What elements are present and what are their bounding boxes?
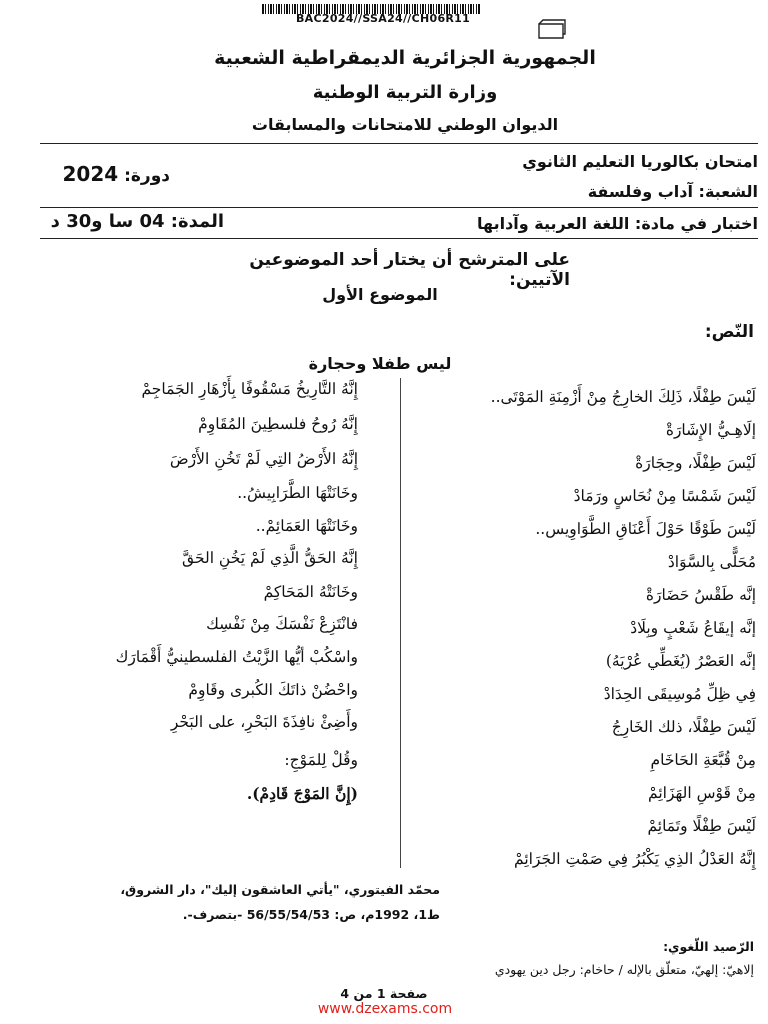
poem-line: وخَانَتْهَا العَمَائِمْ.. <box>255 517 358 535</box>
poem-line: إلَاهِـيُّ الإِشَارَةْ <box>665 421 756 439</box>
poem-line: إِنَّهُ رُوحُ فلسطِينَ المُقَاوِمْ <box>198 415 358 433</box>
poem-line: إِنَّهُ الحَقُّ الَّذِي لَمْ يَخُنِ الحَقَّ <box>182 549 358 567</box>
poem-line: لَيْسَ طِفْلًا، ذَلِكَ الخارِجُ مِنْ أَزْمِنَةِ المَوْتَى.. <box>490 388 756 406</box>
page-number: صفحة 1 من 4 <box>340 986 428 1001</box>
session-year: 2024 <box>62 162 119 186</box>
poem-line: لَيْسَ طِفْلًا، ذلك الخَارِجُ <box>611 718 756 736</box>
info-divider <box>40 207 758 208</box>
duration-value: 04 سا و30 د <box>50 211 165 232</box>
column-divider <box>400 378 401 868</box>
vocab-entry: إلاهيّ: إلهيّ، متعلّق بالإله / حاخام: رجل دين يهودي <box>494 962 754 977</box>
session <box>60 162 170 186</box>
instructions: على المترشح أن يختار أحد الموضوعين الآتيين: <box>249 250 570 290</box>
source-line-2: ط1، 1992م، ص: 56/55/54/53 -بتصرف-. <box>182 907 440 922</box>
text-label: النّص: <box>704 322 754 342</box>
poem-line: واسْكُبْ أيُّها الزَّيْتُ الفلسطينيُّ أَقْمَارَك <box>115 648 358 666</box>
folder-icon <box>537 18 567 40</box>
subject-divider <box>40 238 758 239</box>
branch: الشعبة: آداب وفلسفة <box>587 182 758 201</box>
poem-line: لَيْسَ طَوْقًا حَوْلَ أَعْنَاقِ الطَّوَاوِيس.. <box>535 520 756 538</box>
poem-line: واحْضُنْ ذاتَكَ الكُبرى وقَاوِمْ <box>188 681 358 699</box>
poem-line: (إِنَّ المَوْجَ قَادِمْ). <box>246 784 358 803</box>
barcode-code: BAC2024//SSA24//CH06R11 <box>296 12 471 25</box>
poem-line: إِنَّهُ العَدْلُ الذِي يَكْبُرُ فِي صَمْتِ الجَرَائِمْ <box>514 850 756 868</box>
office-title: الديوان الوطني للامتحانات والمسابقات <box>251 115 559 134</box>
poem-line: إنَّه إيقَاعُ شَعْبٍ وبِلَادْ <box>630 619 756 637</box>
header-divider <box>40 143 758 144</box>
duration-label: المدة: <box>170 211 224 232</box>
poem-line: مِنْ قَوْسِ الهَزَائِمْ <box>648 784 756 802</box>
poem-line: وأَضِئْ نافِذَةَ البَحْرِ، على البَحْرِ <box>170 713 358 731</box>
republic-title: الجمهورية الجزائرية الديمقراطية الشعبية <box>214 47 596 69</box>
poem-line: إنَّه طَقْسُ حَضَارَةْ <box>645 586 756 604</box>
session-label: دورة: <box>124 166 170 186</box>
duration <box>44 211 224 232</box>
poem-line: إِنَّهُ الأَرْضُ التِي لَمْ تَخُنِ الأَرْضَ <box>169 450 358 468</box>
poem-line: فِي ظِلِّ مُوسِيقَى الحِدَادْ <box>603 685 756 703</box>
poem-line: لَيْسَ شَمْسًا مِنْ نُحَاسٍ ورَمَادْ <box>573 487 756 505</box>
exam-title: امتحان بكالوريا التعليم الثانوي <box>522 152 758 171</box>
poem-line: فانْتَزِعْ نَفْسَكَ مِنْ نَفْسِك <box>206 615 358 633</box>
poem-line: لَيْسَ طِفْلًا وتَمَائِمْ <box>647 817 756 835</box>
source-line-1: محمّد الفيتوري، "يأتي العاشقون إليك"، دار الشروق، <box>120 882 440 897</box>
vocab-label: الرّصيد اللّغوي: <box>663 939 754 954</box>
poem-line: إنَّه العَصْرُ (يُغَطِّي عُرْيَهُ) <box>605 652 756 670</box>
poem-line: وقُلْ لِلمَوْجِ: <box>284 751 358 769</box>
poem-line: مُحَلًّى بِالسَّوَادْ <box>667 553 756 571</box>
poem-title: ليس طفلا وحجارة <box>308 354 452 373</box>
poem-line: وخَانَتْهُ المَحَاكِمْ <box>263 583 358 601</box>
poem-line: مِنْ قُبَّعَةِ الحَاخَامِ <box>650 751 756 769</box>
subject: اختبار في مادة: اللغة العربية وآدابها <box>477 214 758 233</box>
website-link[interactable]: www.dzexams.com <box>317 1001 453 1017</box>
poem-line: لَيْسَ طِفْلًا، وحِجَارَةْ <box>635 454 756 472</box>
topic-title: الموضوع الأول <box>322 285 438 304</box>
poem-line: إِنَّهُ التَّارِيخُ مَسْقُوفًا بِأَزْهَارِ الجَمَاجِمْ <box>141 380 358 398</box>
ministry-title: وزارة التربية الوطنية <box>312 82 498 103</box>
poem-line: وخَانَتْهَا الطَّرَابِيشُ.. <box>237 484 358 502</box>
